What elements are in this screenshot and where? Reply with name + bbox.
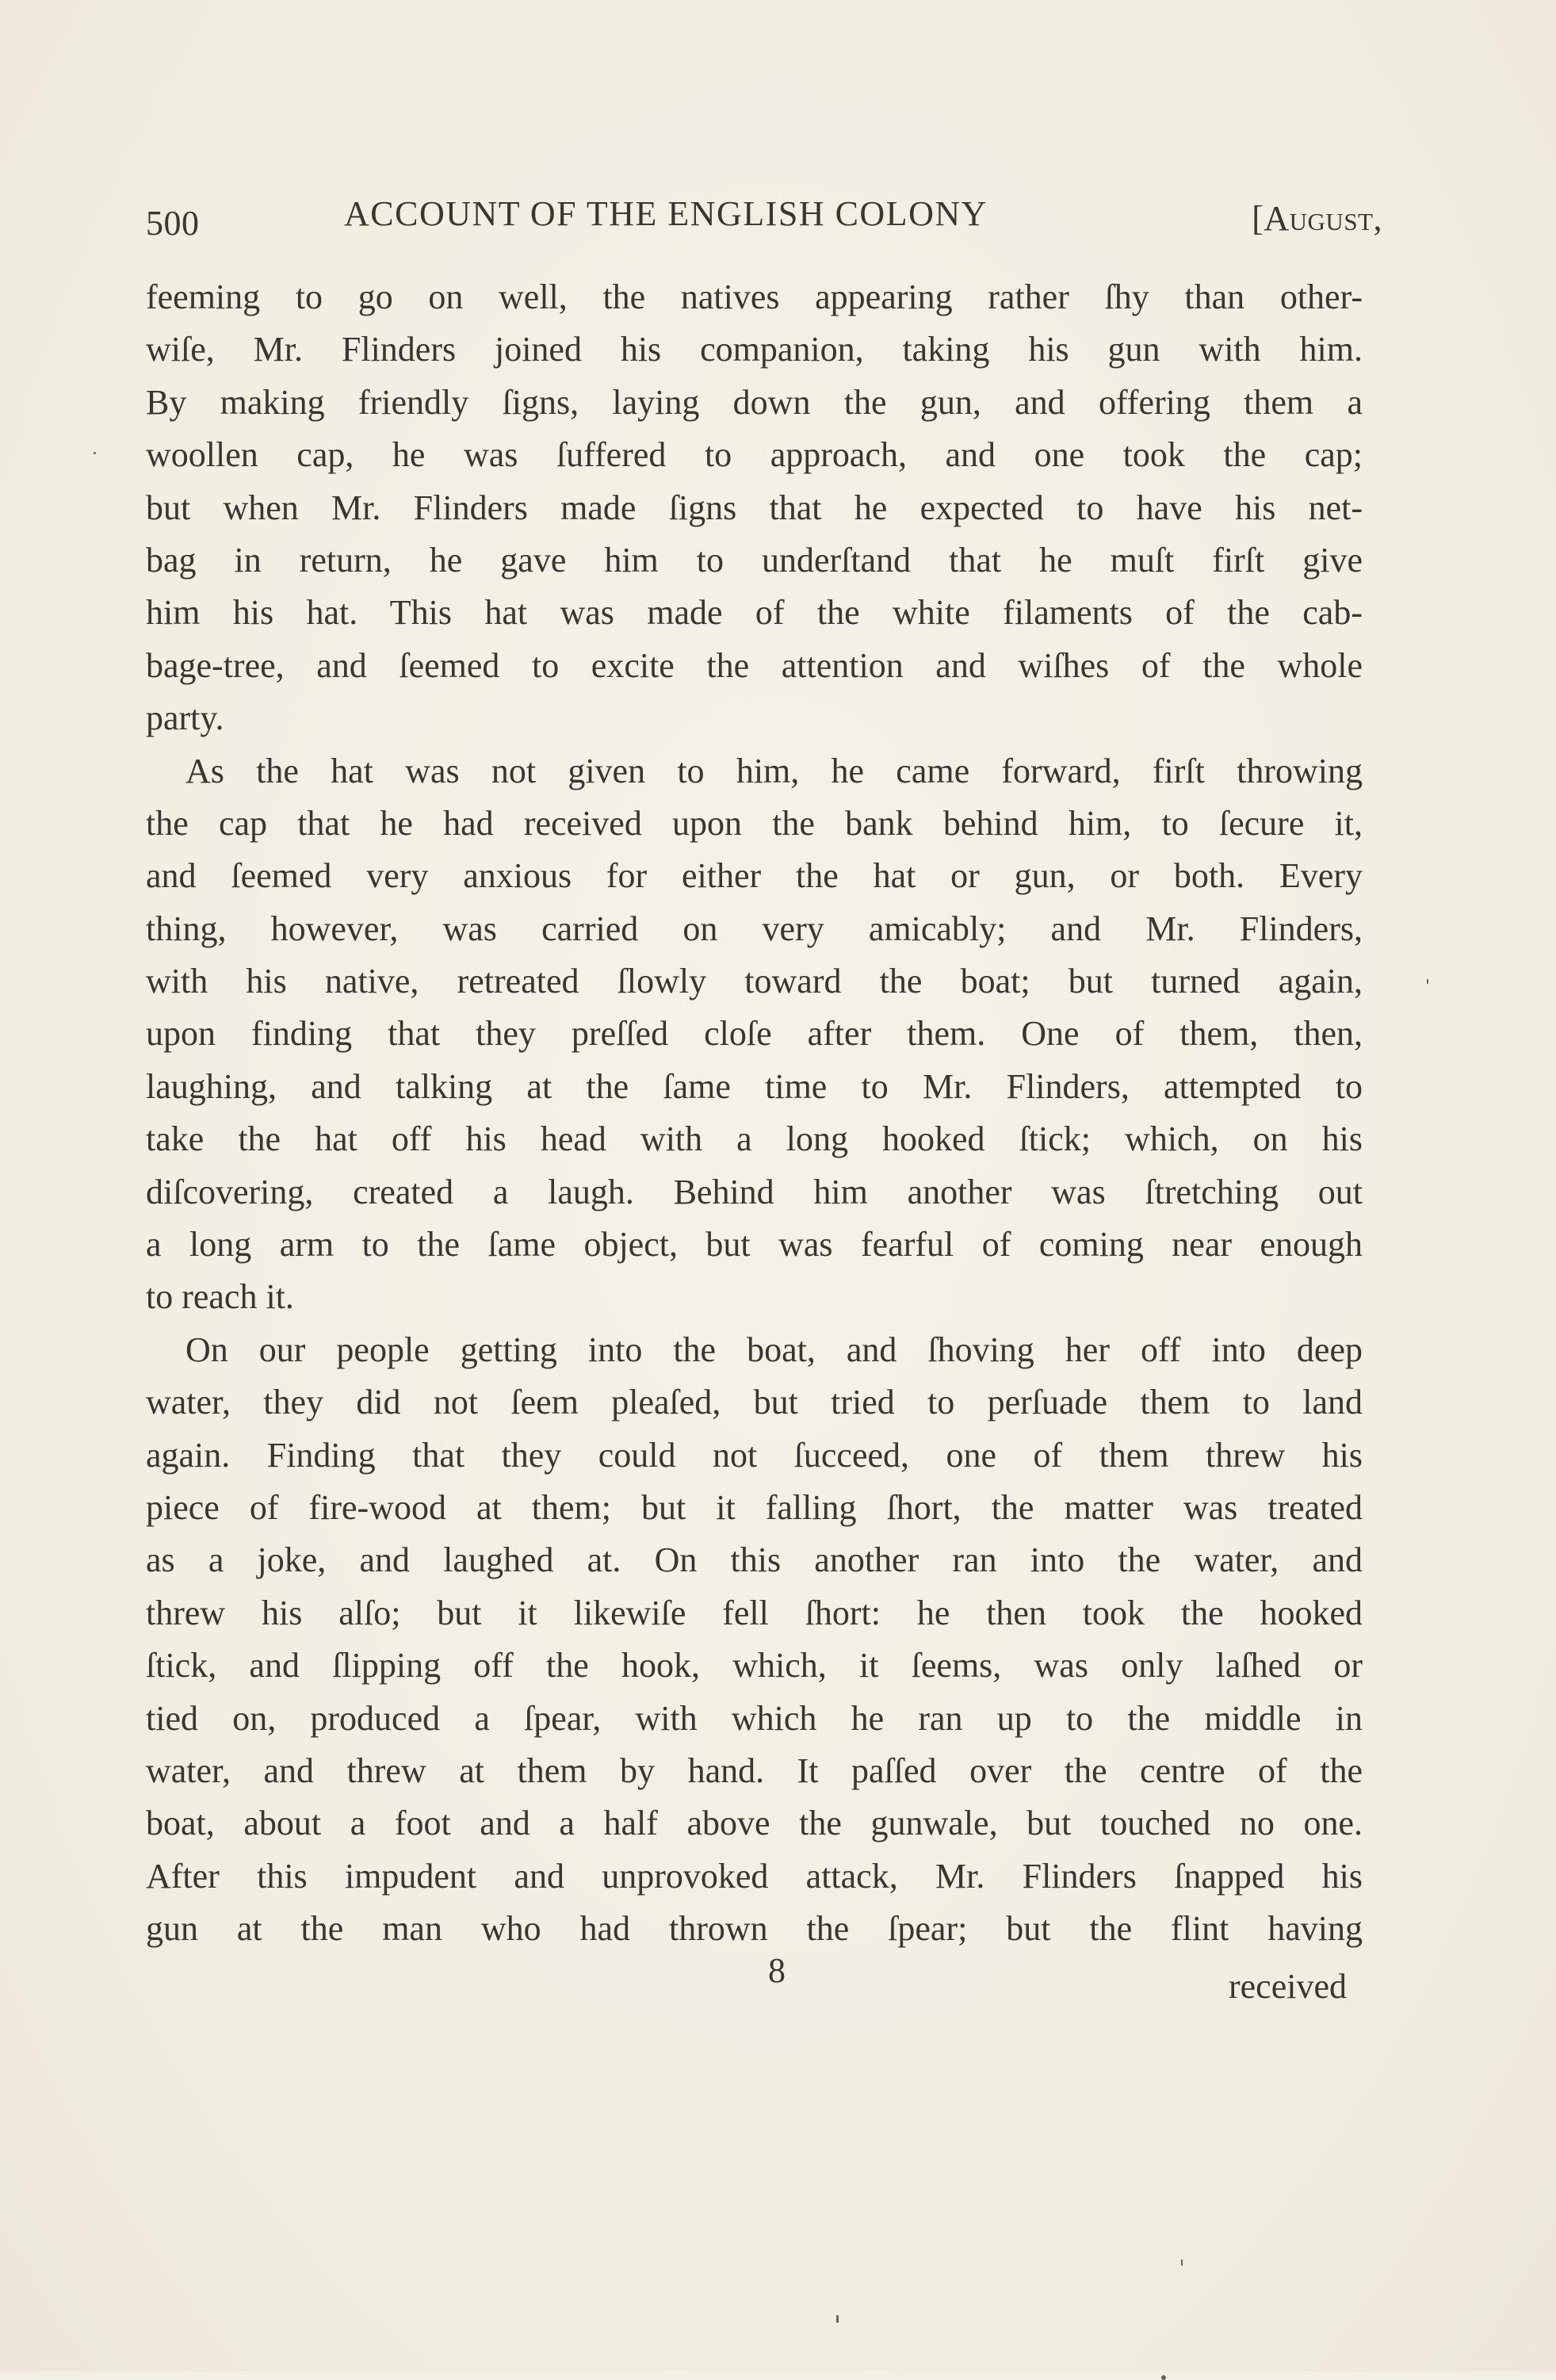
signature-mark: 8 [768,1951,786,1990]
paper-speck [94,452,96,454]
text-line: bag in return, he gave him to underſtand that he muſt firſt give [146,540,1363,580]
page-footer [146,1950,1347,2006]
paragraph-2 [146,745,1363,1324]
text-line: to reach it. [146,1277,294,1317]
text-line: gun at the man who had thrown the ſpear; but the flint having [146,1909,1363,1949]
text-line: boat, about a foot and a half above the gunwale, but touched no one. [146,1804,1363,1843]
text-line: woollen cap, he was ſuffered to approach, and one took the cap; [146,435,1363,475]
text-line: threw his alſo; but it likewiſe fell ſhort: he then took the hooked [146,1593,1363,1632]
month-rest: ugust, [1289,199,1382,238]
paper-speck [836,2315,839,2323]
text-line: laughing, and talking at the ſame time to Mr. Flinders, attempted to [146,1066,1363,1106]
text-line: tied on, produced a ſpear, with which he ran up to the middle in [146,1698,1363,1738]
text-line: wiſe, Mr. Flinders joined his companion, taking his gun with him. [146,330,1363,369]
text-line: thing, however, was carried on very amicably; and Mr. Flinders, [146,909,1363,948]
month-heading [1252,198,1382,239]
paper-speck [1181,2259,1183,2266]
text-line: but when Mr. Flinders made ſigns that he expected to have his net- [146,488,1363,527]
body-text [146,271,1363,1956]
page-number: 500 [146,204,200,243]
paragraph-3 [146,1324,1363,1956]
text-line: water, they did not ſeem pleaſed, but tried to perſuade them to land [146,1383,1363,1422]
catchword: received [1229,1967,1347,2006]
month-bracket: [ [1252,199,1264,238]
text-line: and ſeemed very anxious for either the hat or gun, or both. Every [146,856,1363,896]
text-line: him his hat. This hat was made of the white filaments of the cab- [146,593,1363,633]
text-line: ſtick, and ſlipping off the hook, which, it ſeems, was only laſhed or [146,1646,1363,1686]
text-line: feeming to go on well, the natives appearing rather ſhy than other- [146,277,1363,316]
paper-speck [1427,979,1428,984]
text-line: party. [146,698,224,738]
month-first-letter: A [1264,199,1290,238]
text-line: As the hat was not given to him, he came forward, firſt throwing [185,751,1363,790]
paper-speck [1161,2375,1166,2380]
text-line: take the hat off his head with a long hooked ſtick; which, on his [146,1119,1363,1159]
text-line: diſcovering, created a laugh. Behind him another was ſtretching out [146,1172,1363,1211]
text-line: as a joke, and laughed at. On this another ran into the water, and [146,1540,1363,1580]
text-line: water, and threw at them by hand. It paſſed over the centre of the [146,1751,1363,1790]
text-line: piece of fire-wood at them; but it falling ſhort, the matter was treated [146,1487,1363,1527]
text-line: again. Finding that they could not ſucceed, one of them threw his [146,1435,1363,1475]
running-header [146,187,1382,251]
text-line: with his native, retreated ſlowly toward the boat; but turned again, [146,962,1363,1001]
text-line: bage-tree, and ſeemed to excite the attention and wiſhes of the whole [146,645,1363,685]
text-line: a long arm to the ſame object, but was fearful of coming near enough [146,1225,1363,1265]
text-line: After this impudent and unprovoked attack, Mr. Flinders ſnapped his [146,1856,1363,1896]
text-line: By making friendly ſigns, laying down the gun, and offering them a [146,382,1363,422]
running-title: ACCOUNT OF THE ENGLISH COLONY [344,194,988,233]
text-line: the cap that he had received upon the bank behind him, to ſecure it, [146,803,1363,843]
text-line: upon finding that they preſſed cloſe after them. One of them, then, [146,1014,1363,1054]
paragraph-1 [146,271,1363,745]
text-line: On our people getting into the boat, and ſhoving her off into deep [185,1330,1363,1369]
